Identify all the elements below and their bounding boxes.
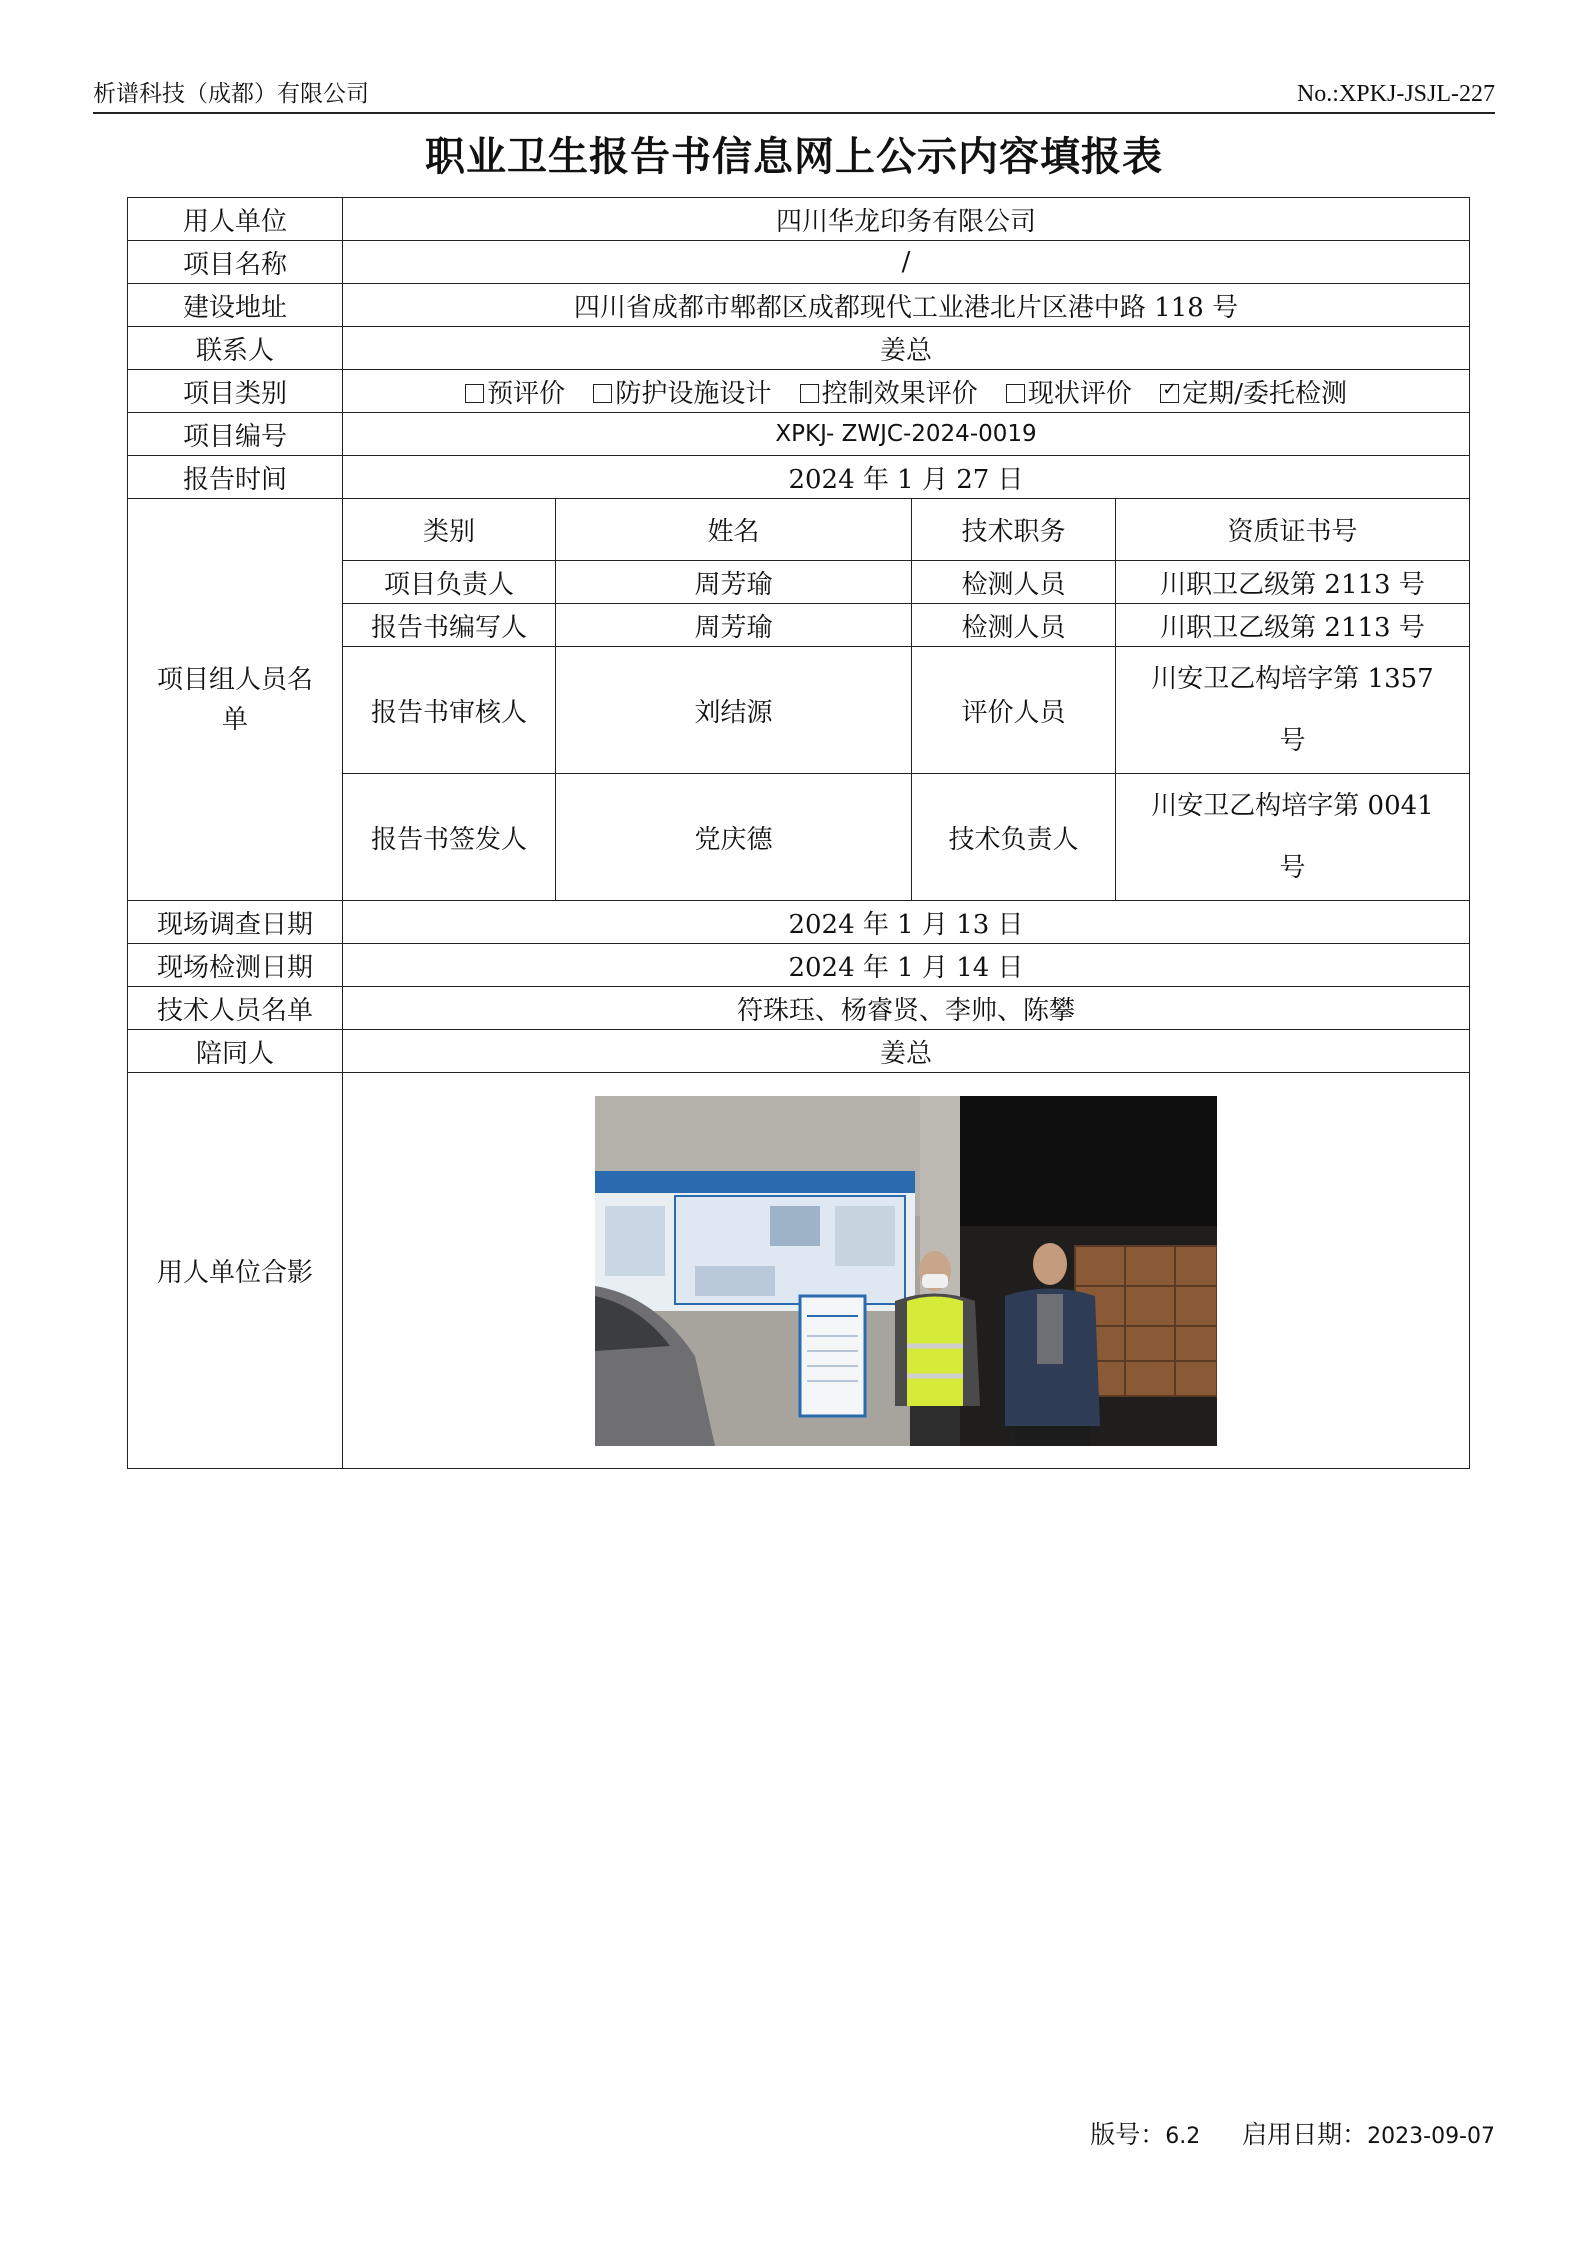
checkbox-icon[interactable]	[800, 384, 819, 403]
report-form-table	[127, 197, 1470, 1469]
row-employer	[128, 198, 1470, 241]
category-option[interactable]: ✓ 定期/委托检测	[1160, 379, 1347, 409]
team-header-cert: 资质证书号	[1116, 499, 1470, 561]
member-role: 报告书编写人	[343, 604, 556, 647]
page-footer	[1090, 2115, 1495, 2151]
member-name: 党庆德	[556, 774, 912, 901]
category-options	[343, 370, 1470, 413]
member-cert-line: 号	[1279, 726, 1306, 756]
member-title: 检测人员	[912, 561, 1116, 604]
row-category	[128, 370, 1470, 413]
row-survey-date	[128, 901, 1470, 944]
employer-value: 四川华龙印务有限公司	[343, 198, 1470, 241]
project-no-value: XPKJ- ZWJC-2024-0019	[343, 413, 1470, 456]
technicians-label: 技术人员名单	[128, 987, 343, 1030]
address-value: 四川省成都市郫都区成都现代工业港北片区港中路 118 号	[343, 284, 1470, 327]
member-cert-line: 号	[1279, 853, 1306, 883]
team-label: 项目组人员名单	[128, 499, 343, 901]
row-photo	[128, 1073, 1470, 1469]
member-cert: 川职卫乙级第 2113 号	[1116, 561, 1470, 604]
member-name: 周芳瑜	[556, 604, 912, 647]
group-photo	[595, 1096, 1217, 1446]
page-title: 职业卫生报告书信息网上公示内容填报表	[425, 134, 1163, 180]
contact-value: 姜总	[343, 327, 1470, 370]
category-label: 项目类别	[128, 370, 343, 413]
row-contact	[128, 327, 1470, 370]
category-option[interactable]: 预评价	[465, 379, 565, 409]
row-report-date	[128, 456, 1470, 499]
member-cert	[1116, 774, 1470, 901]
member-role: 项目负责人	[343, 561, 556, 604]
test-date-value: 2024 年 1 月 14 日	[343, 944, 1470, 987]
contact-label: 联系人	[128, 327, 343, 370]
member-cert-line: 川安卫乙构培字第 0041	[1151, 791, 1434, 821]
team-header-role: 类别	[343, 499, 556, 561]
effective-date-label: 启用日期：	[1242, 2120, 1368, 2149]
team-header-row	[128, 499, 1470, 561]
category-option[interactable]: 防护设施设计	[593, 379, 771, 409]
document-number: No.:XPKJ-JSJL-227	[1296, 81, 1495, 107]
survey-date-value: 2024 年 1 月 13 日	[343, 901, 1470, 944]
checkbox-icon[interactable]	[465, 384, 484, 403]
address-label: 建设地址	[128, 284, 343, 327]
version-value: 6.2	[1165, 2124, 1201, 2149]
row-test-date	[128, 944, 1470, 987]
member-title: 评价人员	[912, 647, 1116, 774]
page-header	[93, 70, 1495, 114]
project-name-value: /	[343, 241, 1470, 284]
member-role: 报告书审核人	[343, 647, 556, 774]
member-title: 检测人员	[912, 604, 1116, 647]
team-header-title: 技术职务	[912, 499, 1116, 561]
category-option[interactable]: 现状评价	[1006, 379, 1132, 409]
member-cert-line: 川安卫乙构培字第 1357	[1151, 664, 1434, 694]
checkbox-icon[interactable]	[593, 384, 612, 403]
company-name: 析谱科技（成都）有限公司	[93, 81, 369, 107]
member-title: 技术负责人	[912, 774, 1116, 901]
row-address	[128, 284, 1470, 327]
photo-cell	[343, 1073, 1470, 1469]
member-name: 周芳瑜	[556, 561, 912, 604]
technicians-value: 符珠珏、杨睿贤、李帅、陈攀	[343, 987, 1470, 1030]
checkbox-icon[interactable]	[1006, 384, 1025, 403]
employer-label: 用人单位	[128, 198, 343, 241]
project-no-label: 项目编号	[128, 413, 343, 456]
effective-date-value: 2023-09-07	[1367, 2124, 1495, 2149]
member-cert	[1116, 647, 1470, 774]
member-role: 报告书签发人	[343, 774, 556, 901]
version-label: 版号：	[1090, 2120, 1166, 2149]
row-project-no	[128, 413, 1470, 456]
checkbox-checked-icon[interactable]	[1160, 384, 1179, 403]
member-name: 刘结源	[556, 647, 912, 774]
row-project-name	[128, 241, 1470, 284]
test-date-label: 现场检测日期	[128, 944, 343, 987]
report-date-value: 2024 年 1 月 27 日	[343, 456, 1470, 499]
project-name-label: 项目名称	[128, 241, 343, 284]
category-option[interactable]: 控制效果评价	[800, 379, 978, 409]
group-photo-image	[595, 1096, 1217, 1446]
row-technicians	[128, 987, 1470, 1030]
escort-label: 陪同人	[128, 1030, 343, 1073]
photo-label: 用人单位合影	[128, 1073, 343, 1469]
report-date-label: 报告时间	[128, 456, 343, 499]
team-header-name: 姓名	[556, 499, 912, 561]
row-escort	[128, 1030, 1470, 1073]
escort-value: 姜总	[343, 1030, 1470, 1073]
member-cert: 川职卫乙级第 2113 号	[1116, 604, 1470, 647]
survey-date-label: 现场调查日期	[128, 901, 343, 944]
